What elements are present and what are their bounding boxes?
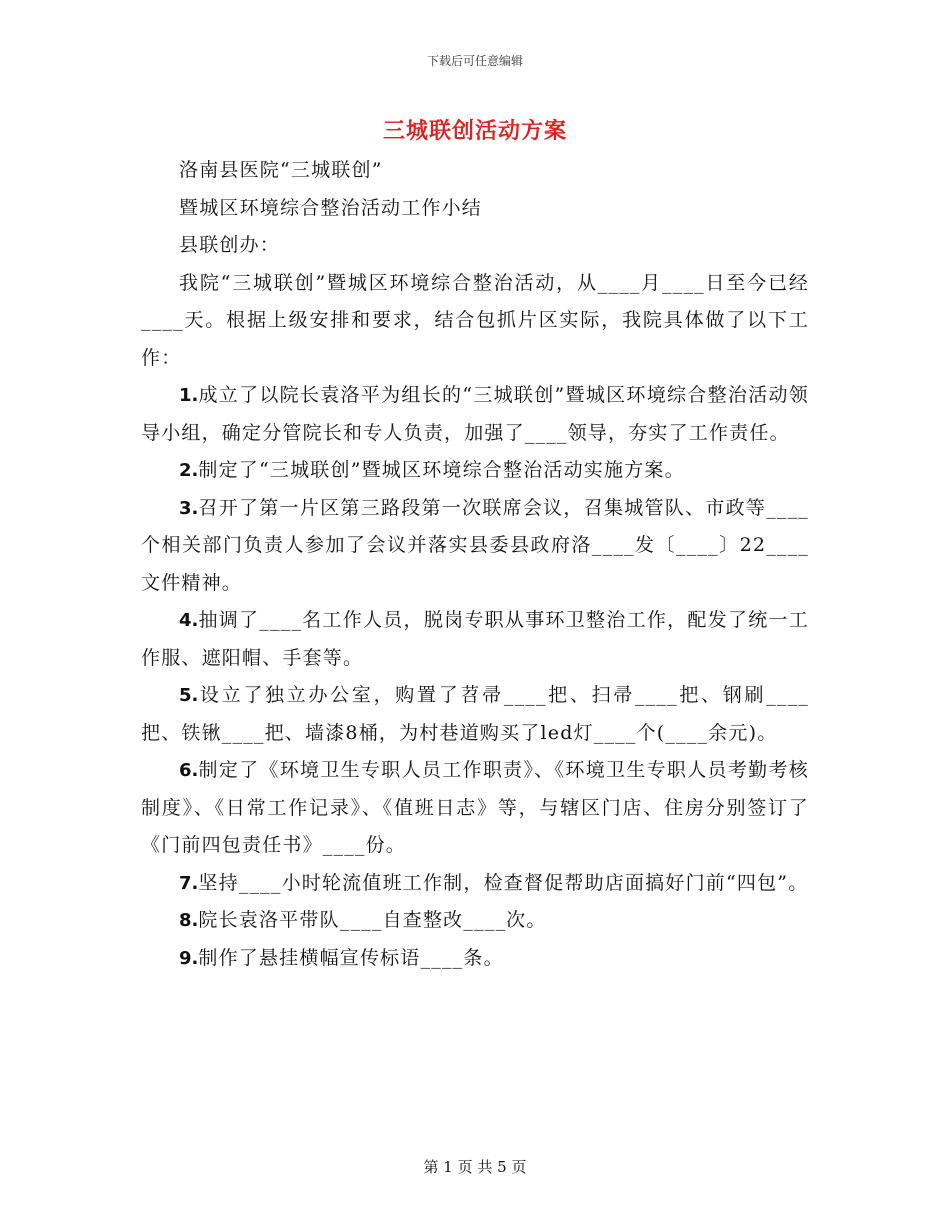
item-text: 制定了“三城联创”暨城区环境综合整治活动实施方案。 <box>198 459 685 481</box>
item-text: 召开了第一片区第三路段第一次联席会议，召集城管队、市政等____个相关部门负责人参加了会议并落实县委县政府洛____发〔____〕22____文件精神。 <box>141 496 809 594</box>
item-text: 设立了独立办公室，购置了苕帚____把、扫帚____把、钢刷____把、铁锹____把、墙漆8桶，为村巷道购买了led灯____个(____余元)。 <box>141 684 809 744</box>
document-body <box>141 152 809 977</box>
list-item <box>141 677 809 752</box>
item-number: 1. <box>179 385 199 406</box>
list-item <box>141 940 809 978</box>
item-text: 制作了悬挂横幅宣传标语____条。 <box>198 946 504 969</box>
item-text: 抽调了____名工作人员，脱岗专职从事环卫整治工作，配发了统一工作服、遮阳帽、手套等。 <box>141 609 809 669</box>
intro-line-recipient: 县联创办： <box>179 234 281 256</box>
item-text: 制定了《环境卫生专职人员工作职责》、《环境卫生专职人员考勤考核制度》、《日常工作记录》、《值班日志》等，与辖区门店、住房分别签订了《门前四包责任书》____份。 <box>141 759 809 856</box>
item-number: 3. <box>179 497 199 519</box>
list-item <box>141 902 809 940</box>
list-item <box>141 490 809 603</box>
item-text: 院长袁洛平带队____自查整改____次。 <box>198 909 547 931</box>
intro-paragraph: 我院“三城联创”暨城区环境综合整治活动，从____月____日至今已经____天。根据上级安排和要求，结合包抓片区实际，我院具体做了以下工作： <box>141 271 809 369</box>
item-text: 坚持____小时轮流值班工作制，检查督促帮助店面搞好门前“四包”。 <box>198 871 809 894</box>
document-title: 三城联创活动方案 <box>382 118 567 144</box>
intro-line-hospital: 洛南县医院“三城联创” <box>179 159 383 181</box>
item-number: 5. <box>179 685 199 706</box>
item-number: 2. <box>179 460 199 481</box>
item-text: 成立了以院长袁洛平为组长的“三城联创”暨城区环境综合整治活动领导小组，确定分管院长和专人负责，加强了____领导，夯实了工作责任。 <box>141 384 809 444</box>
page-footer: 第 1 页 共 5 页 <box>423 1158 527 1176</box>
list-item <box>141 602 809 677</box>
intro-line-subtitle: 暨城区环境综合整治活动工作小结 <box>179 196 483 219</box>
item-number: 7. <box>179 872 199 894</box>
item-number: 9. <box>179 947 199 969</box>
item-number: 6. <box>179 760 199 781</box>
list-item <box>141 752 809 865</box>
list-item <box>141 865 809 903</box>
list-item <box>141 452 809 490</box>
item-number: 8. <box>179 910 199 931</box>
list-item <box>141 377 809 452</box>
item-number: 4. <box>179 610 199 631</box>
header-note: 下载后可任意编辑 <box>426 54 523 68</box>
